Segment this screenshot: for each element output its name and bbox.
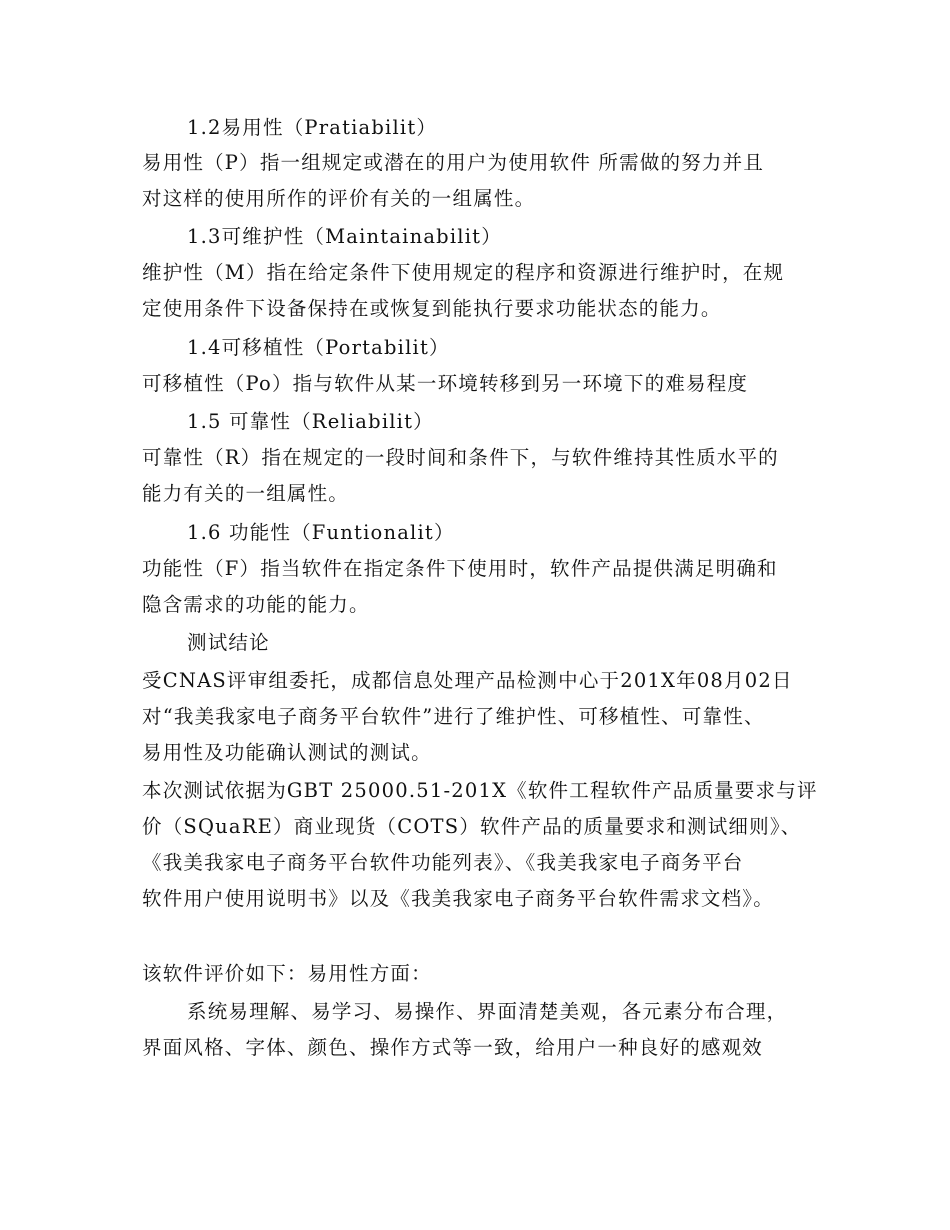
paragraph-line: 维护性（M）指在给定条件下使用规定的程序和资源进行维护时，在规 xyxy=(142,261,785,284)
paragraph-line: 可移植性（Po）指与软件从某一环境转移到另一环境下的难易程度 xyxy=(142,372,749,395)
paragraph-line: 能力有关的一组属性。 xyxy=(142,482,350,505)
section-heading-test-conclusion: 测试结论 xyxy=(187,631,270,654)
paragraph-line: 对这样的使用所作的评价有关的一组属性。 xyxy=(142,187,536,210)
paragraph-line: 可靠性（R）指在规定的一段时间和条件下，与软件维持其性质水平的 xyxy=(142,446,779,469)
paragraph-line: 本次测试依据为GBT 25000.51-201X《软件工程软件产品质量要求与评 xyxy=(142,779,818,802)
paragraph-line: 隐含需求的功能的能力。 xyxy=(142,593,370,616)
section-heading-maintainability: 1.3可维护性（Maintainabilit） xyxy=(187,225,502,248)
section-heading-portability: 1.4可移植性（Portabilit） xyxy=(187,336,450,359)
paragraph-line: 定使用条件下设备保持在或恢复到能执行要求功能状态的能力。 xyxy=(142,297,722,320)
paragraph-line: 易用性及功能确认测试的测试。 xyxy=(142,741,432,764)
paragraph-line: 该软件评价如下：易用性方面： xyxy=(142,962,432,985)
paragraph-line: 价（SQuaRE）商业现货（COTS）软件产品的质量要求和测试细则》、 xyxy=(142,815,802,838)
paragraph-line: 软件用户使用说明书》以及《我美我家电子商务平台软件需求文档》。 xyxy=(142,887,774,910)
paragraph-line: 受CNAS评审组委托，成都信息处理产品检测中心于201X年08月02日 xyxy=(142,669,793,692)
paragraph-line: 界面风格、字体、颜色、操作方式等一致，给用户一种良好的感观效 xyxy=(142,1036,764,1059)
section-heading-functionality: 1.6 功能性（Funtionalit） xyxy=(187,521,455,544)
section-heading-usability: 1.2易用性（Pratiabilit） xyxy=(187,116,438,139)
section-heading-reliability: 1.5 可靠性（Reliabilit） xyxy=(187,410,434,433)
paragraph-line: 对“我美我家电子商务平台软件”进行了维护性、可移植性、可靠性、 xyxy=(142,705,765,728)
paragraph-line: 易用性（P）指一组规定或潜在的用户为使用软件 所需做的努力并且 xyxy=(142,151,765,174)
paragraph-line: 功能性（F）指当软件在指定条件下使用时，软件产品提供满足明确和 xyxy=(142,557,778,580)
paragraph-line: 《我美我家电子商务平台软件功能列表》、《我美我家电子商务平台 xyxy=(142,851,744,874)
paragraph-line: 系统易理解、易学习、易操作、界面清楚美观，各元素分布合理， xyxy=(187,1000,788,1023)
